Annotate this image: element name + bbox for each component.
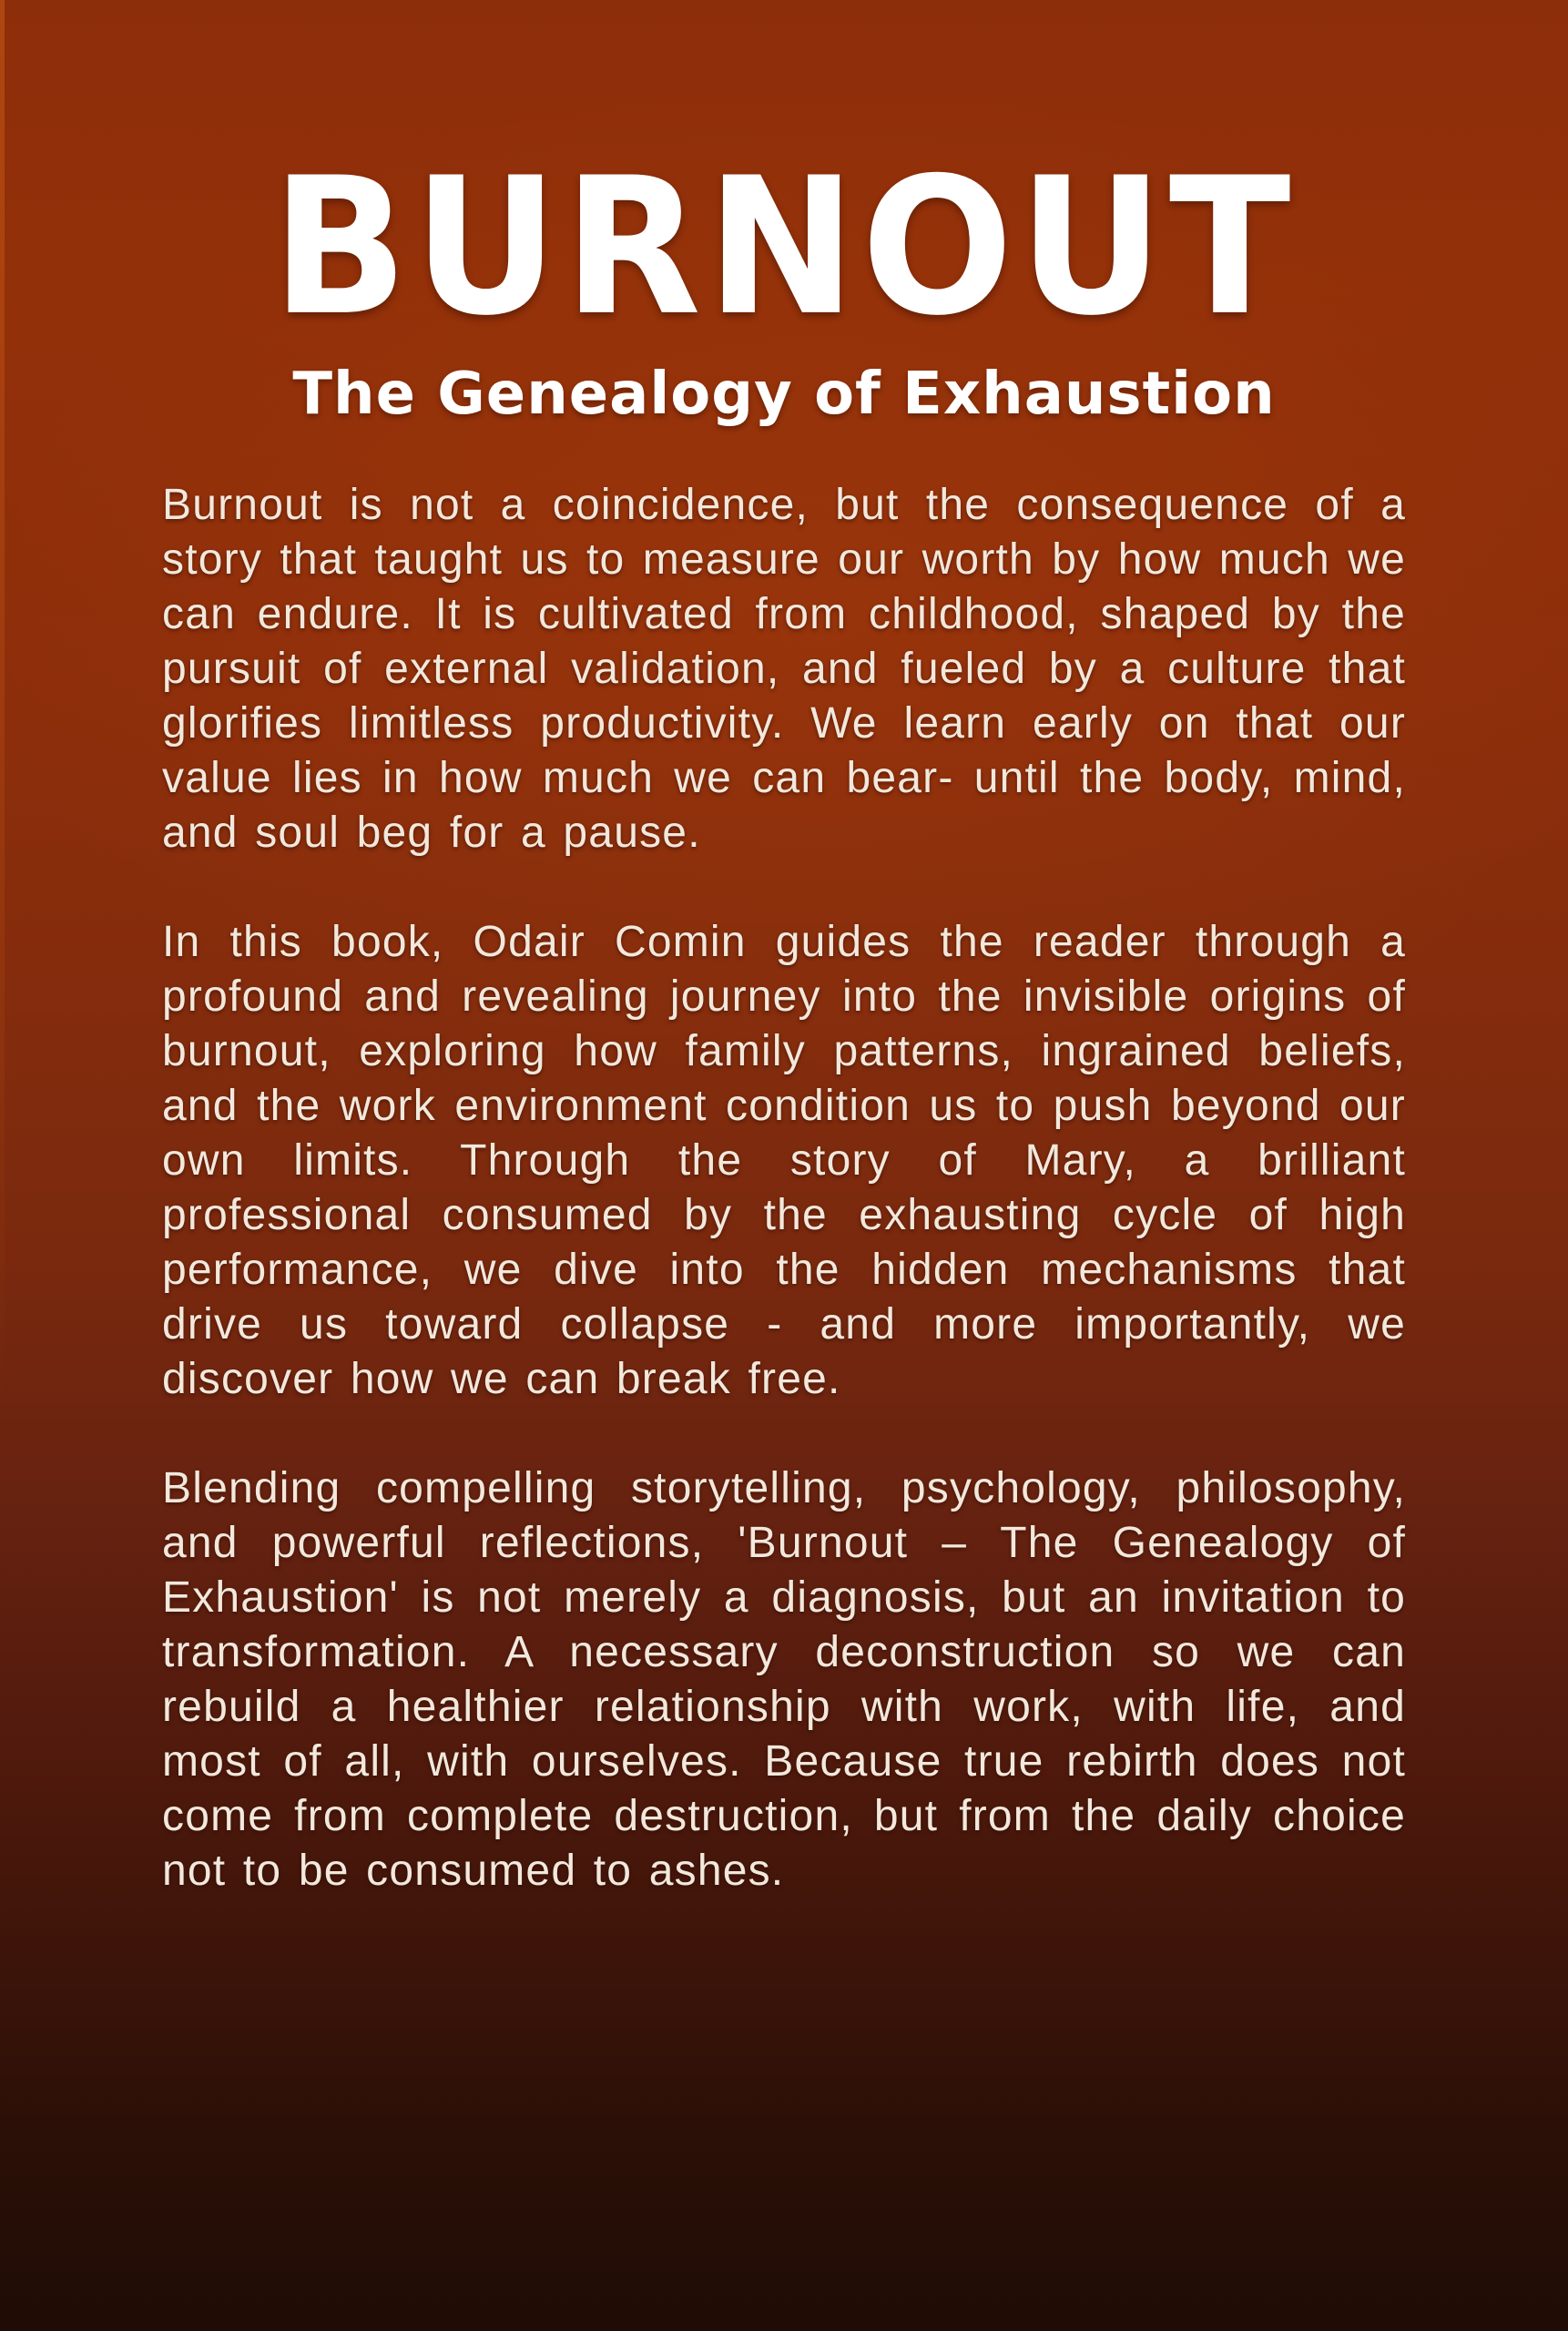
synopsis xyxy=(162,478,1406,1898)
synopsis-paragraph-2: In this book, Odair Comin guides the reader through a profound and revealing journey into the invisible origins of burnout, exploring how family patterns, ingrained beliefs, and the work environment condition us to push beyond our own limits. Through the story of Mary, a brilliant professional consumed by the exhausting cycle of high performance, we dive into the hidden mechanisms that drive us toward collapse - and more importantly, we discover how we can break free. xyxy=(162,918,1406,1404)
book-title: BURNOUT xyxy=(271,137,1297,358)
synopsis-paragraph-1: Burnout is not a coincidence, but the consequence of a story that taught us to measure our worth by how much we can endure. It is cultivated from childhood, shaped by the pursuit of external validation, and fueled by a culture that glorifies limitless productivity. We learn early on that our value lies in how much we can bear- until the body, mind, and soul beg for a pause. xyxy=(162,481,1406,858)
synopsis-paragraph-3: Blending compelling storytelling, psychology, philosophy, and powerful reflections, 'Burnout – The Genealogy of Exhaustion' is not merely a diagnosis, but an invitation to transformation. A necessary deconstruction so we can rebuild a healthier relationship with work, with life, and most of all, with ourselves. Because true rebirth does not come from complete destruction, but from the daily choice not to be consumed to ashes. xyxy=(162,1464,1406,1896)
book-subtitle: The Genealogy of Exhaustion xyxy=(292,361,1276,428)
